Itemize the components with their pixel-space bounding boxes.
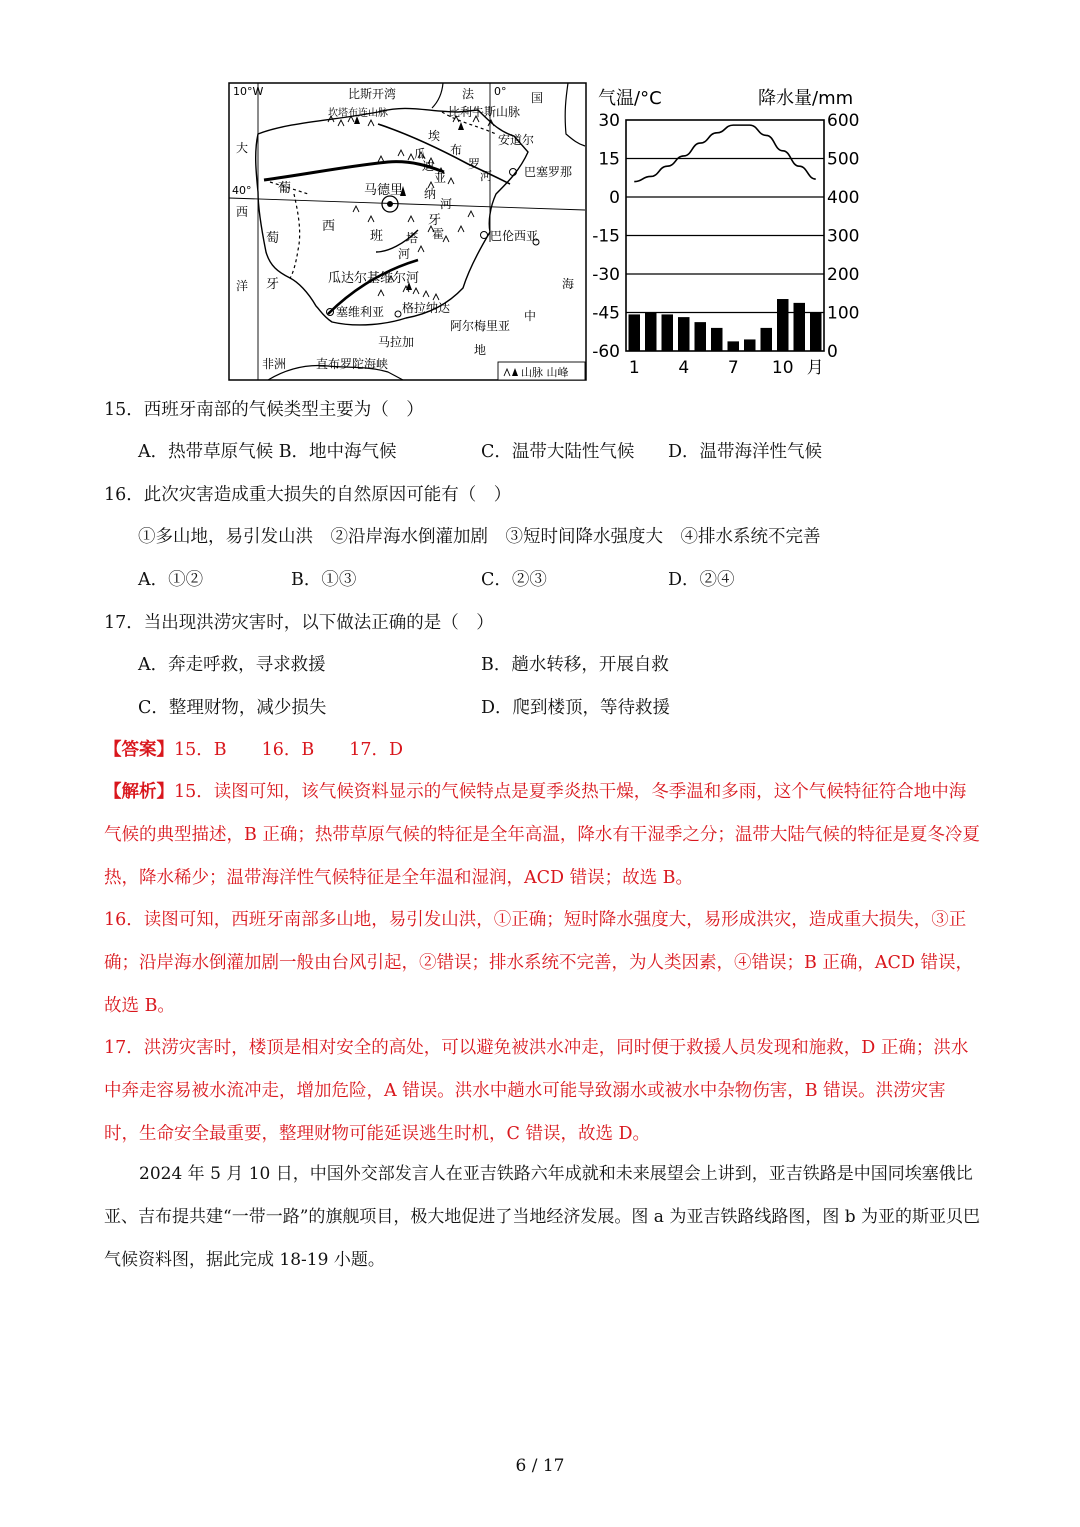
map-label-guadalquivir: 瓜达尔基维尔河	[328, 271, 420, 286]
map-label-atlantic-2: 西	[236, 205, 249, 219]
chart-left-axis-title: 气温/°C	[598, 88, 662, 109]
chart-left-tick-label: -30	[592, 265, 620, 285]
precip-bar	[645, 313, 657, 352]
map-label-madrid: 马德里	[364, 183, 404, 198]
map-label-guadiana-3: 亚	[434, 171, 447, 185]
map-label-portugal-1: 葡	[278, 181, 292, 196]
map-label-andorra: 安道尔	[498, 133, 535, 147]
map-label-valencia: 巴伦西亚	[490, 229, 539, 243]
chart-right-tick-label: 200	[827, 265, 860, 285]
map-label-atlantic-1: 大	[236, 141, 249, 155]
precip-bar	[777, 299, 789, 351]
intro-paragraph: 2024 年 5 月 10 日，中国外交部发言人在亚吉铁路六年成就和未来展望会上讲到，亚吉铁路是中国同埃塞俄比亚、吉布提共建“一带一路”的旗舰项目，极大地促进了当地经济发展。图 a 为亚吉铁路线路图，图 b 为亚的斯亚贝巴气候资料图，据此完成 18-19 小题。	[104, 1164, 981, 1270]
temperature-line	[634, 125, 816, 181]
chart-right-tick-label: 300	[827, 226, 860, 247]
map-label-seville: 塞维利亚	[336, 305, 385, 319]
spain-map	[229, 83, 586, 380]
question-17-option-b: B．趟水转移，开展自救	[481, 655, 669, 675]
chart-left-tick-label: 0	[609, 188, 620, 208]
question-15-option-c: C．温带大陆性气候	[481, 442, 635, 462]
map-label-spain-1: 西	[322, 219, 336, 234]
precip-bar	[678, 317, 690, 351]
question-17-option-c: C．整理财物，减少损失	[138, 698, 327, 718]
page-number: 6 / 17	[515, 1456, 565, 1476]
chart-right-tick-label: 100	[827, 303, 860, 324]
question-15-option-ab: A．热带草原气候 B．地中海气候	[138, 442, 397, 462]
precip-bar	[662, 314, 674, 351]
chart-left-tick-label: 30	[598, 111, 620, 131]
map-label-tagus-1: 塔	[406, 231, 419, 245]
map-label-tagus-3: 河	[398, 247, 411, 261]
chart-right-tick-label: 0	[827, 342, 838, 362]
map-label-granada: 格拉纳达	[402, 301, 451, 315]
map-label-france-2: 国	[531, 91, 544, 105]
chart-left-tick-label: -15	[592, 226, 620, 247]
precip-bar	[810, 313, 822, 352]
precip-bar	[794, 303, 806, 351]
map-label-barcelona: 巴塞罗那	[524, 165, 573, 179]
chart-right-tick-label: 600	[827, 111, 860, 131]
answer-tag: 【答案】	[104, 740, 174, 760]
question-17-stem: 17．当出现洪涝灾害时，以下做法正确的是（ ）	[104, 613, 494, 633]
question-16-option-b: B．①③	[291, 570, 357, 590]
chart-x-tick-label: 4	[678, 358, 690, 378]
climate-chart	[592, 88, 859, 378]
chart-x-tick-label: 1	[628, 358, 640, 378]
question-16-option-a: A．①②	[138, 570, 204, 590]
map-label-guadiana-2: 迪	[422, 159, 435, 173]
map-label-spain-3: 牙	[428, 213, 442, 228]
map-label-med-3: 海	[562, 277, 575, 291]
map-label-cantabrian: 坎塔布连山脉	[328, 108, 388, 119]
chart-right-axis-title: 降水量/mm	[758, 88, 854, 109]
question-17-option-a: A．奔走呼救，寻求救援	[138, 655, 326, 675]
map-label-lon10w: 10°W	[233, 85, 264, 98]
chart-right-tick-label: 500	[827, 149, 860, 170]
chart-x-tick-label: 7	[727, 358, 739, 378]
precip-bar	[728, 341, 740, 351]
map-label-france-1: 法	[462, 87, 475, 101]
analysis-17: 17．洪涝灾害时，楼顶是相对安全的高处，可以避免被洪水冲走，同时便于救援人员发现和施救，D 正确；洪水中奔走容易被水流冲走，增加危险，A 错误。洪水中趟水可能导致溺水或被水中杂物伤害，B 错误。洪涝灾害时，生命安全最重要，整理财物可能延误逃生时机，C 错误，故选 D。	[104, 1038, 969, 1144]
analysis-15	[104, 771, 980, 900]
question-16-items: ①多山地，易引发山洪 ②沿岸海水倒灌加剧 ③短时间降水强度大 ④排水系统不完善	[138, 527, 821, 547]
map-label-lat40: 40°	[232, 184, 252, 197]
map-label-biscay: 比斯开湾	[348, 87, 397, 101]
question-15-stem: 15．西班牙南部的气候类型主要为（ ）	[104, 400, 424, 420]
question-16-option-c: C．②③	[481, 570, 547, 590]
analysis-15-text: 15．读图可知，该气候资料显示的气候特点是夏季炎热干燥，冬季温和多雨，这个气候特征符合地中海气候的典型描述，B 正确；热带草原气候的特征是全年高温，降水有干湿季之分；温带大陆气候的特征是夏冬冷夏热，降水稀少；温带海洋性气候特征是全年温和湿润，ACD 错误；故选 B。	[104, 782, 980, 888]
chart-left-tick-label: -45	[592, 303, 620, 324]
map-label-med-2: 中	[524, 309, 537, 323]
map-label-malaga: 马拉加	[378, 335, 415, 349]
map-label-guadiana-5: 河	[440, 197, 453, 211]
precip-bar	[695, 322, 707, 351]
map-label-guadiana-1: 瓜	[414, 147, 427, 161]
precip-bar	[744, 339, 756, 351]
answer-text: 15．B 16．B 17．D	[174, 740, 404, 760]
map-label-guadiana-4: 纳	[424, 187, 437, 201]
map-label-tagus-2: 霍	[432, 227, 445, 241]
map-label-ebro-1: 埃	[428, 129, 441, 143]
map-label-gibraltar: 直布罗陀海峡	[316, 357, 389, 371]
map-label-ebro-3: 罗	[468, 157, 481, 171]
precip-bar	[761, 328, 773, 351]
map-label-lon0: 0°	[494, 85, 507, 98]
map-label-africa: 非洲	[262, 357, 287, 371]
question-17-option-d: D．爬到楼顶，等待救援	[481, 698, 671, 718]
chart-left-tick-label: -60	[592, 342, 620, 362]
question-15-option-d: D．温带海洋性气候	[668, 442, 823, 462]
chart-left-tick-label: 15	[598, 149, 620, 170]
chart-x-tick-label: 10	[771, 358, 794, 378]
answer-line	[104, 739, 403, 761]
map-legend	[498, 362, 585, 380]
question-16-option-d: D．②④	[668, 570, 735, 590]
map-label-portugal-2: 萄	[266, 231, 280, 246]
map-label-ebro-4: 河	[480, 169, 493, 183]
precip-bar	[629, 314, 641, 351]
analysis-tag: 【解析】	[104, 782, 174, 802]
chart-x-axis-label: 月	[806, 358, 824, 378]
map-label-ebro-2: 布	[450, 143, 463, 157]
map-label-pyrenees: 比利牛斯山脉	[448, 105, 521, 119]
map-label-spain-2: 班	[370, 229, 384, 244]
question-16-stem: 16．此次灾害造成重大损失的自然原因可能有（ ）	[104, 485, 512, 505]
map-label-almeria: 阿尔梅里亚	[450, 319, 511, 333]
map-label-med-1: 地	[474, 343, 487, 357]
chart-right-tick-label: 400	[827, 188, 860, 208]
figure-map-and-climate	[228, 82, 860, 382]
map-legend-label: 山脉 山峰	[521, 366, 569, 379]
precip-bar	[711, 328, 723, 351]
map-label-atlantic-3: 洋	[236, 279, 249, 293]
map-label-portugal-3: 牙	[266, 277, 280, 292]
analysis-16: 16．读图可知，西班牙南部多山地，易引发山洪，①正确；短时降水强度大，易形成洪灾，造成重大损失，③正确；沿岸海水倒灌加剧一般由台风引起，②错误；排水系统不完善，为人类因素，④错误；B 正确，ACD 错误，故选 B。	[104, 910, 974, 1016]
